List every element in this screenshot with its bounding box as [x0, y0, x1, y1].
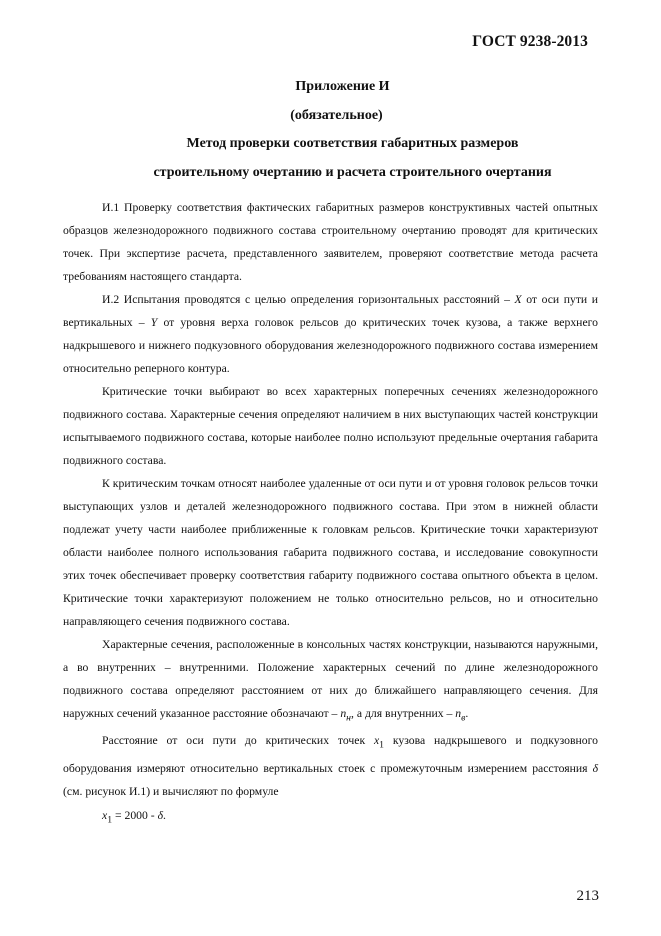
formula-x-subscript: 1 [107, 813, 113, 825]
variable-x: X [514, 293, 522, 306]
paragraph-2 [63, 288, 598, 380]
paragraph-1: И.1 Проверку соответствия фактических габаритных размеров конструктивных частей опытных образцов железнодорожного подвижного состава строительному очертанию проводят для критических точек. При экспертизе расчета, представленного заявителем, проверяют соответствие метода расчета требованиям настоящего стандарта. [63, 201, 598, 283]
paragraph-5-text-c: . [465, 707, 469, 720]
appendix-title-line-1: Метод проверки соответствия габаритных размеров [186, 136, 519, 152]
document-code: ГОСТ 9238-2013 [472, 33, 588, 50]
paragraph-3: Критические точки выбирают во всех характерных поперечных сечениях железнодорожного подвижного состава. Характерные сечения определяют наличием в них выступающих частей конструкции испытываемого подвижного состава, которые наиболее полно используют предельные очертания габарита подвижного состава. [63, 385, 598, 467]
appendix-title-line-2: строительному очертанию и расчета строительного очертания [153, 165, 552, 181]
variable-delta: δ [592, 761, 598, 775]
appendix-heading: Приложение И [295, 79, 390, 94]
paragraph-4: К критическим точкам относят наиболее удаленные от оси пути и от уровня головок рельсов точки выступающих узлов и деталей железнодорожного подвижного состава. При этом в нижней области подлежат учету части наиболее приближенные к головкам рельсов. Критические точки характеризуют области наиболее полного использования габарита подвижного состава, и исследование совокупности этих точек обеспечивает проверку соответствия габариту подвижного состава опытного объекта в целом. Критические точки характеризуют положением не только относительно рельсов, но и относительно направляющего сечения подвижного состава. [63, 477, 598, 628]
variable-n-inner: n [455, 707, 462, 720]
variable-x1: x [373, 734, 380, 748]
variable-y: Y [150, 316, 158, 329]
paragraph-5-text-a: Характерные сечения, расположенные в консольных частях конструкции, называются наружными, а во внутренних – внутренними. Положение характерных сечений по длине железнодорожного подвижного состава определяют расстоянием от них до ближайшего направляющего сечения. Для наружных сечений указанное расстояние обозначают – [63, 638, 598, 720]
appendix-titles [0, 73, 661, 188]
formula-x: x [102, 808, 108, 822]
variable-n-inner-subscript: в [461, 712, 466, 724]
paragraph-6-text-b: кузова надкрышевого и подкузовного оборудования измеряют относительно вертикальных стоек с промежуточным измерением расстояния [63, 734, 598, 775]
formula-rest: = 2000 - [112, 808, 158, 822]
paragraph-6 [63, 729, 598, 802]
variable-n-outer: n [340, 707, 347, 720]
formula-delta: δ [157, 808, 164, 822]
variable-x1-subscript: 1 [379, 739, 385, 751]
paragraph-2-text-b: от оси пути и вертикальных – [63, 293, 598, 329]
formula [63, 804, 598, 831]
paragraph-2-text-a: И.2 Испытания проводятся с целью определения горизонтальных расстояний – [102, 293, 515, 306]
body-text [63, 196, 598, 831]
paragraph-6-text-c: (см. рисунок И.1) и вычисляют по формуле [63, 784, 279, 798]
paragraph-6-text-a: Расстояние от оси пути до критических точек [102, 734, 374, 748]
paragraph-5 [63, 633, 598, 729]
variable-n-outer-subscript: н [346, 712, 352, 724]
formula-end: . [163, 808, 166, 822]
paragraph-2-text-c: от уровня верха головок рельсов до критических точек кузова, а также верхнего надкрышевого и нижнего подкузовного оборудования железнодорожного подвижного состава измерением относительно реперного контура. [63, 316, 598, 375]
appendix-status: (обязательное) [290, 107, 383, 123]
page-number: 213 [576, 888, 599, 904]
paragraph-5-text-b: , а для внутренних – [351, 707, 456, 720]
